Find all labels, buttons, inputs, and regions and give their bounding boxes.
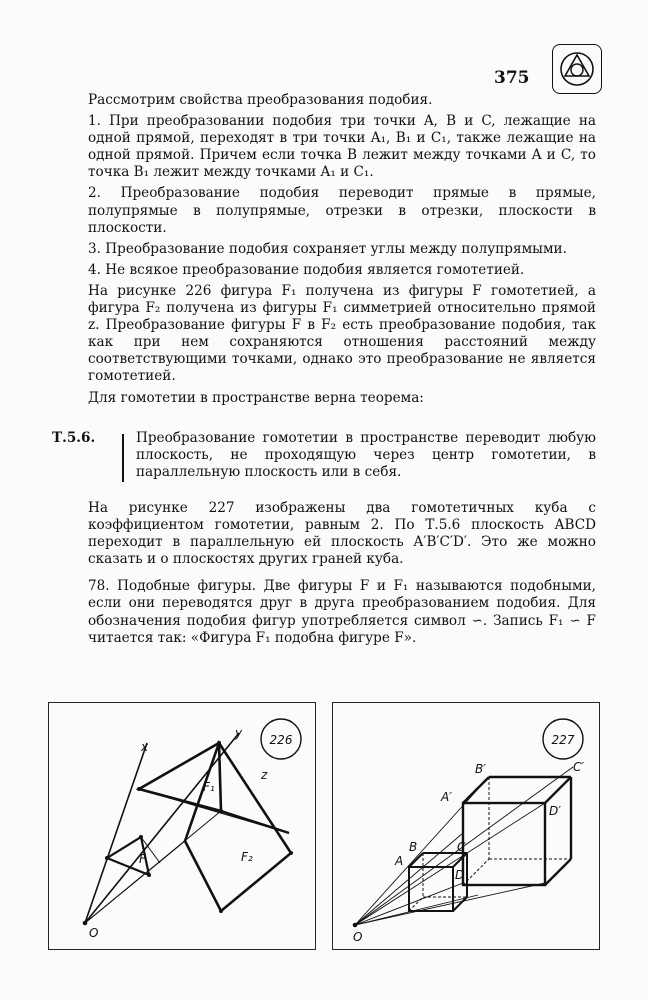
vertex-c1-label: C′ bbox=[573, 760, 585, 774]
paragraph: На рисунке 226 фигура F₁ получена из фигуры F гомотетией, а фигура F₂ получена из фигуры F₁ симметрией относительно прямой z. Преобразование фигуры F в F₂ есть преобразование подобия, так как при нем сохраняются отношения расстояний между соответствующими точками, однако это преобразование не является гомотетией. bbox=[88, 282, 596, 385]
section-emblem-icon bbox=[552, 44, 602, 94]
figure-226 bbox=[48, 702, 316, 950]
vertex-a-label: A bbox=[395, 854, 404, 868]
theorem-bar bbox=[122, 434, 124, 482]
paragraph: На рисунке 227 изображены два гомотетичных куба с коэффициентом гомотетии, равным 2. По Т.5.6 плоскость ABCD переходит в параллельную ей плоскость A′B′C′D′. Это же можно сказать и о плоскостях других граней куба. bbox=[88, 500, 596, 568]
axis-z-label: z bbox=[261, 768, 268, 782]
center-o-label: O bbox=[89, 926, 99, 940]
section-78-paragraph: 78. Подобные фигуры. Две фигуры F и F₁ называются подобными, если они переводятся друг в друга преобразованием подобия. Для обозначения подобия фигур употребляется символ ∽. Запись F₁ ∽ F читается так: «Фигура F₁ подобна фигуре F». bbox=[88, 578, 596, 646]
figure-f-label: F bbox=[139, 852, 146, 866]
vertex-b-label: B bbox=[409, 840, 418, 854]
vertex-d-label: D bbox=[455, 868, 465, 882]
axis-y-label: y bbox=[235, 726, 243, 740]
figure-227 bbox=[332, 702, 600, 950]
page-number: 375 bbox=[494, 68, 530, 88]
vertex-c-label: C bbox=[457, 840, 466, 854]
vertex-a1-label: A′ bbox=[441, 790, 452, 804]
paragraph: 1. При преобразовании подобия три точки A, B и C, лежащие на одной прямой, переходят в три точки A₁, B₁ и C₁, также лежащие на одной прямой. Причем если точка B лежит между точками A и C, то точка B₁ лежит между точками A₁ и C₁. bbox=[88, 113, 596, 181]
main-text-continued bbox=[88, 500, 596, 657]
figure-f1-label: F₁ bbox=[203, 780, 215, 794]
paragraph: Рассмотрим свойства преобразования подобия. bbox=[88, 92, 433, 108]
theorem-label: Т.5.6. bbox=[52, 430, 96, 446]
center-o-label: O bbox=[353, 930, 363, 944]
paragraph: 2. Преобразование подобия переводит прямые в прямые, полупрямые в полупрямые, отрезки в отрезки, плоскости в плоскости. bbox=[88, 185, 596, 236]
main-text bbox=[88, 92, 596, 411]
figure-f2-label: F₂ bbox=[241, 850, 253, 864]
figure-number: 227 bbox=[551, 733, 575, 747]
paragraph: 4. Не всякое преобразование подобия является гомотетией. bbox=[88, 261, 525, 278]
paragraph: 3. Преобразование подобия сохраняет углы между полупрямыми. bbox=[88, 240, 567, 257]
figure-number: 226 bbox=[269, 733, 293, 747]
axis-x-label: x bbox=[141, 740, 149, 754]
paragraph: Для гомотетии в пространстве верна теорема: bbox=[88, 389, 424, 406]
vertex-b1-label: B′ bbox=[475, 762, 486, 776]
theorem-text: Преобразование гомотетии в пространстве переводит любую плоскость, не проходящую через центр гомотетии, в параллельную плоскость или в себя. bbox=[136, 430, 596, 481]
vertex-d1-label: D′ bbox=[549, 804, 561, 818]
